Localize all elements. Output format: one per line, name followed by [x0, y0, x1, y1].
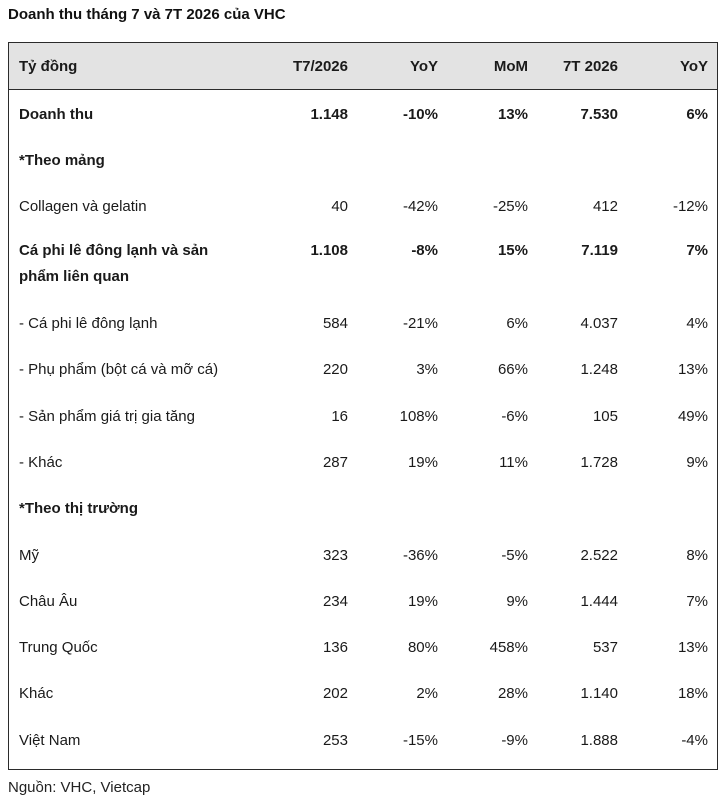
cell-mom: 15%: [497, 242, 528, 259]
header-yoy-month: YoY: [409, 58, 438, 75]
cell-mom: -25%: [492, 198, 528, 215]
cell-yoy-ytd: 7%: [686, 593, 708, 610]
cell-yoy-month: -21%: [402, 315, 438, 332]
cell-yoy-ytd: 4%: [686, 315, 708, 332]
row-label: *Theo thị trường: [19, 500, 139, 517]
table-row: [9, 638, 717, 662]
cell-yoy-ytd: 13%: [677, 361, 708, 378]
cell-mom: 6%: [506, 315, 528, 332]
cell-t7-2026: 1.148: [310, 106, 348, 123]
cell-mom: 66%: [497, 361, 528, 378]
cell-yoy-month: 80%: [407, 639, 438, 656]
cell-yoy-ytd: 9%: [686, 454, 708, 471]
table-row: [9, 407, 717, 431]
row-label: - Khác: [19, 454, 63, 471]
table-row: [9, 314, 717, 338]
table-row: [9, 151, 717, 175]
cell-yoy-ytd: 13%: [677, 639, 708, 656]
cell-t7-2026: 584: [322, 315, 348, 332]
row-label: *Theo mảng: [19, 152, 105, 169]
row-label: Mỹ: [19, 547, 39, 564]
cell-t7-2026: 287: [322, 454, 348, 471]
revenue-table: [8, 42, 718, 770]
cell-7t-2026: 412: [592, 198, 618, 215]
cell-7t-2026: 1.888: [580, 732, 618, 749]
cell-yoy-ytd: -4%: [681, 732, 708, 749]
cell-t7-2026: 220: [322, 361, 348, 378]
cell-yoy-month: 2%: [416, 685, 438, 702]
table-title: Doanh thu tháng 7 và 7T 2026 của VHC: [8, 6, 286, 23]
cell-t7-2026: 253: [322, 732, 348, 749]
cell-7t-2026: 1.728: [580, 454, 618, 471]
cell-yoy-ytd: 7%: [686, 242, 708, 259]
header-unit: Tỷ đồng: [19, 58, 78, 75]
cell-mom: 9%: [506, 593, 528, 610]
cell-t7-2026: 40: [331, 198, 348, 215]
cell-yoy-ytd: 18%: [677, 685, 708, 702]
row-label: Châu Âu: [19, 593, 78, 610]
row-label: Doanh thu: [19, 106, 94, 123]
cell-t7-2026: 136: [322, 639, 348, 656]
row-label: Cá phi lê đông lạnh và sản phẩm liên quan: [19, 242, 209, 285]
cell-7t-2026: 537: [592, 639, 618, 656]
cell-7t-2026: 1.248: [580, 361, 618, 378]
cell-7t-2026: 7.119: [581, 242, 618, 259]
table-row: [9, 592, 717, 616]
cell-mom: -6%: [501, 408, 528, 425]
cell-yoy-month: -36%: [402, 547, 438, 564]
header-t7-2026: T7/2026: [292, 58, 348, 75]
cell-7t-2026: 4.037: [580, 315, 618, 332]
cell-yoy-month: -15%: [402, 732, 438, 749]
row-label: Khác: [19, 685, 54, 702]
cell-7t-2026: 1.444: [580, 593, 618, 610]
table-row: [9, 546, 717, 570]
header-yoy-ytd: YoY: [679, 58, 708, 75]
cell-yoy-ytd: 8%: [686, 547, 708, 564]
cell-yoy-month: 3%: [416, 361, 438, 378]
table-row: [9, 499, 717, 523]
cell-7t-2026: 105: [592, 408, 618, 425]
row-label: - Cá phi lê đông lạnh: [19, 315, 158, 332]
row-label: - Phụ phẩm (bột cá và mỡ cá): [19, 361, 219, 378]
row-label: - Sản phẩm giá trị gia tăng: [19, 408, 195, 425]
cell-yoy-month: 19%: [407, 593, 438, 610]
cell-t7-2026: 16: [331, 408, 348, 425]
cell-yoy-month: -42%: [402, 198, 438, 215]
table-row: [9, 731, 717, 755]
cell-7t-2026: 1.140: [580, 685, 618, 702]
cell-mom: 28%: [497, 685, 528, 702]
cell-t7-2026: 202: [322, 685, 348, 702]
table-row: [9, 105, 717, 129]
cell-yoy-ytd: -12%: [672, 198, 708, 215]
source-note: Nguồn: VHC, Vietcap: [8, 779, 151, 796]
row-label: Collagen và gelatin: [19, 198, 147, 215]
table-row: [9, 360, 717, 384]
cell-yoy-ytd: 49%: [677, 408, 708, 425]
cell-7t-2026: 2.522: [580, 547, 618, 564]
cell-yoy-month: -10%: [402, 106, 438, 123]
cell-yoy-month: -8%: [411, 242, 438, 259]
table-header: [9, 43, 717, 90]
header-7t-2026: 7T 2026: [562, 58, 618, 75]
table-row: [9, 197, 717, 221]
cell-mom: 11%: [499, 454, 528, 471]
cell-mom: -5%: [501, 547, 528, 564]
cell-mom: 458%: [489, 639, 528, 656]
cell-t7-2026: 1.108: [310, 242, 348, 259]
table-row: [9, 684, 717, 708]
cell-t7-2026: 234: [322, 593, 348, 610]
cell-t7-2026: 323: [322, 547, 348, 564]
cell-yoy-month: 19%: [407, 454, 438, 471]
cell-7t-2026: 7.530: [580, 106, 618, 123]
table-row: [9, 241, 717, 285]
cell-yoy-month: 108%: [399, 408, 438, 425]
cell-yoy-ytd: 6%: [686, 106, 708, 123]
row-label: Việt Nam: [19, 732, 81, 749]
cell-mom: 13%: [497, 106, 528, 123]
row-label: Trung Quốc: [19, 639, 98, 656]
cell-mom: -9%: [501, 732, 528, 749]
table-row: [9, 453, 717, 477]
header-mom: MoM: [493, 58, 528, 75]
